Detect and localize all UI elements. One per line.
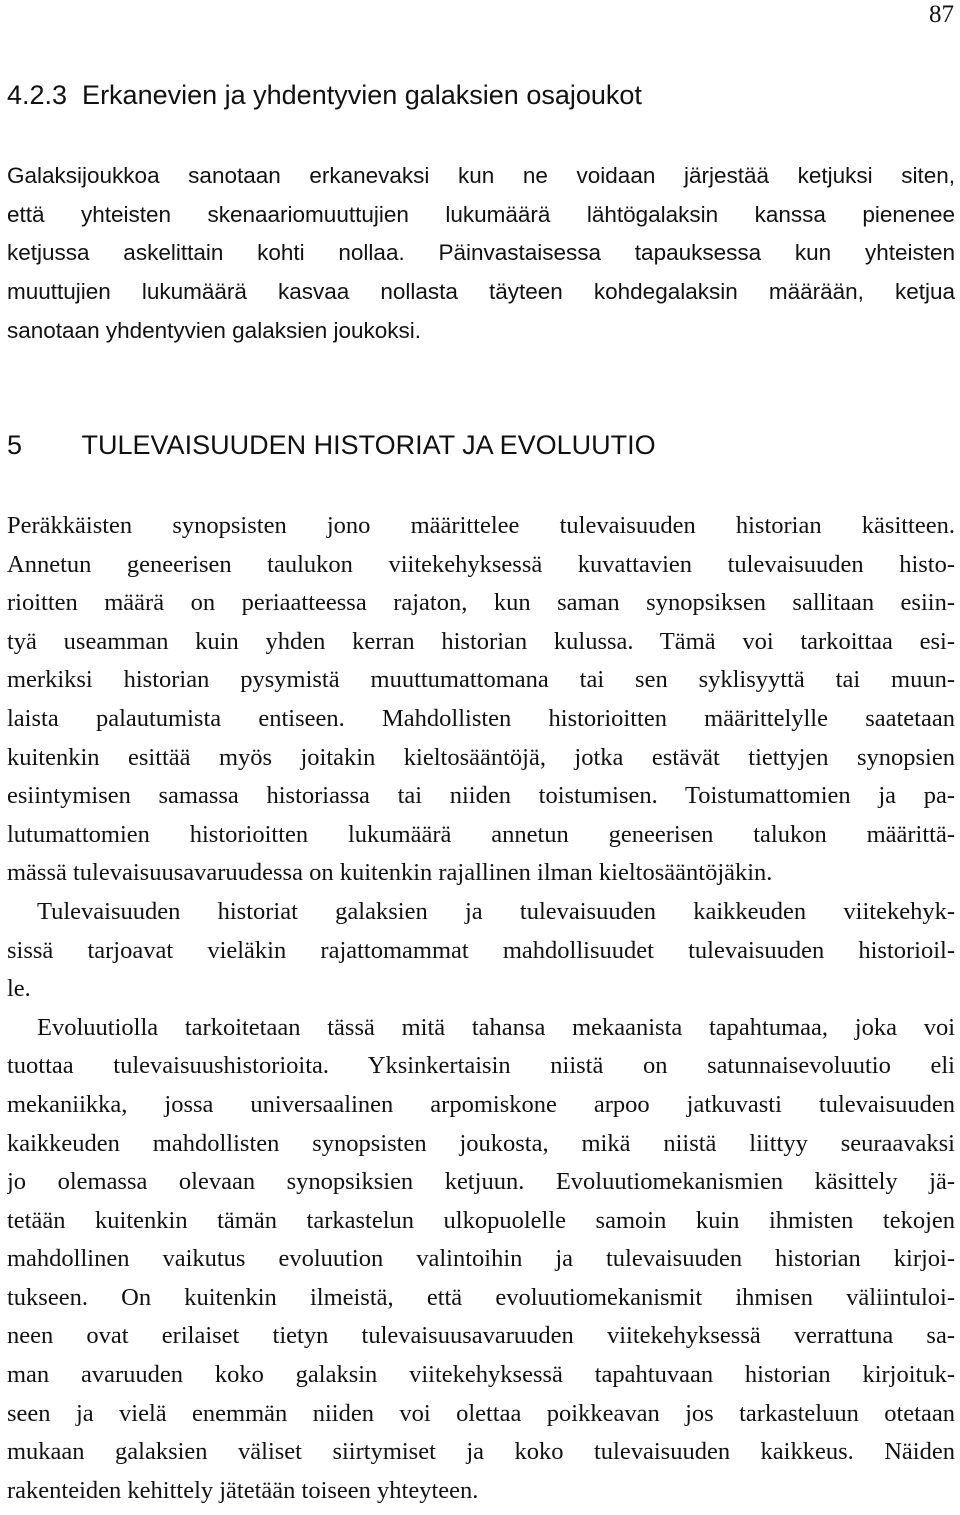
text-line: Peräkkäisten synopsisten jono määrittelee tulevaisuuden historian käsitteen.	[7, 512, 955, 539]
chapter-heading: 5 TULEVAISUUDEN HISTORIAT JA EVOLUUTIO	[7, 430, 656, 460]
text-line: rakenteiden kehittely jätetään toiseen yhteyteen.	[7, 1476, 479, 1504]
text-line: jo olemassa olevaan synopsiksien ketjuun. Evoluutiomekanismien käsittely jä-	[7, 1168, 955, 1196]
text-line: tetään kuitenkin tämän tarkastelun ulkopuolelle samoin kuin ihmisten tekojen	[7, 1206, 955, 1234]
text-line: merkiksi historian pysymistä muuttumattomana tai sen syklisyyttä tai muun-	[7, 666, 955, 694]
text-line: neen ovat erilaiset tietyn tulevaisuusavaruuden viitekehyksessä verrattuna sa-	[7, 1322, 955, 1350]
text-line: sissä tarjoavat vieläkin rajattomammat mahdollisuudet tulevaisuuden historioil-	[7, 936, 955, 964]
text-line: kaikkeuden mahdollisten synopsisten joukosta, mikä niistä liittyy seuraavaksi	[7, 1129, 955, 1157]
text-line: muuttujien lukumäärä kasvaa nollasta täyteen kohdegalaksin määrään, ketjua	[7, 279, 955, 305]
text-line: Evoluutiolla tarkoitetaan tässä mitä tahansa mekaanista tapahtumaa, joka voi	[37, 1013, 955, 1041]
text-line: rioitten määrä on periaatteessa rajaton, kun saman synopsiksen sallitaan esiin-	[7, 589, 955, 617]
text-line: kuitenkin esittää myös joitakin kieltosääntöjä, jotka estävät tiettyjen synopsien	[7, 743, 955, 771]
text-line: le.	[7, 975, 31, 1003]
text-line: mekaniikka, jossa universaalinen arpomiskone arpoo jatkuvasti tulevaisuuden	[7, 1090, 955, 1118]
section-heading: 4.2.3 Erkanevien ja yhdentyvien galaksien osajoukot	[7, 80, 642, 110]
text-line: Annetun geneerisen taulukon viitekehyksessä kuvattavien tulevaisuuden histo-	[7, 550, 955, 578]
chapter-body	[7, 507, 955, 1510]
text-line: mahdollinen vaikutus evoluution valintoihin ja tulevaisuuden historian kirjoi-	[7, 1245, 955, 1273]
paragraph-galaxies	[7, 893, 955, 1009]
text-line: Tulevaisuuden historiat galaksien ja tulevaisuuden kaikkeuden viitekehyk-	[37, 897, 955, 925]
text-line: man avaruuden koko galaksin viitekehyksessä tapahtuvaan historian kirjoituk-	[7, 1361, 955, 1389]
text-line: Galaksijoukkoa sanotaan erkanevaksi kun ne voidaan järjestää ketjuksi siten,	[7, 163, 955, 188]
text-line: sanotaan yhdentyvien galaksien joukoksi.	[7, 317, 422, 343]
text-line: laista palautumista entiseen. Mahdollisten historioitten määrittelylle saatetaan	[7, 704, 955, 732]
section-paragraph	[7, 157, 955, 350]
paragraph-histories	[7, 507, 955, 893]
text-line: esiintymisen samassa historiassa tai niiden toistumisen. Toistumattomien ja pa-	[7, 782, 955, 810]
text-line: mukaan galaksien väliset siirtymiset ja koko tulevaisuuden kaikkeus. Näiden	[7, 1438, 955, 1466]
text-line: että yhteisten skenaariomuuttujien lukumäärä lähtögalaksin kanssa pienenee	[7, 201, 955, 227]
text-line: tuottaa tulevaisuushistorioita. Yksinkertaisin niistä on satunnaisevoluutio eli	[7, 1052, 955, 1080]
text-line: tyä useamman kuin yhden kerran historian kulussa. Tämä voi tarkoittaa esi-	[7, 627, 955, 655]
text-line: ketjussa askelittain kohti nollaa. Päinvastaisessa tapauksessa kun yhteisten	[7, 240, 955, 266]
text-line: lutumattomien historioitten lukumäärä annetun geneerisen talukon määrittä-	[7, 820, 955, 848]
text-line: mässä tulevaisuusavaruudessa on kuitenkin rajallinen ilman kieltosääntöjäkin.	[7, 859, 773, 887]
paragraph-evolution	[7, 1009, 955, 1511]
text-line: seen ja vielä enemmän niiden voi olettaa poikkeavan jos tarkasteluun otetaan	[7, 1399, 955, 1427]
page-number: 87	[929, 1, 954, 28]
text-line: tukseen. On kuitenkin ilmeistä, että evoluutiomekanismit ihmisen väliintuloi-	[7, 1283, 955, 1311]
